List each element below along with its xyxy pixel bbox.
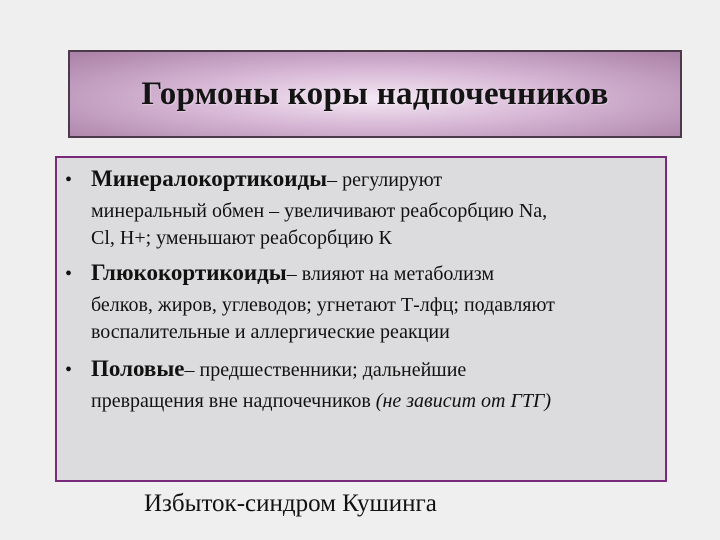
slide-title: Гормоны коры надпочечников [141,75,609,112]
description-line [65,388,661,415]
term-description: – предшественники; дальнейшие [184,359,467,381]
term-label: Половые [91,356,185,381]
term-description: – регулируют [327,169,443,191]
description-line: минеральный обмен – увеличивают реабсорбцию Na, [91,200,548,222]
term-description: – влияют на метаболизм [286,263,495,285]
list-item-glucocorticoids [65,260,661,346]
title-banner [68,50,682,138]
description-line: белков, жиров, углеводов; угнетают Т-лфц; подавляют [91,294,555,316]
description-line: воспалительные и аллергические реакции [91,321,450,343]
bullet-icon: • [65,263,73,285]
description-line: Cl, H+; уменьшают реабсорбцию К [91,227,392,249]
bullet-icon: • [65,359,73,381]
list-item-mineralocorticoids [65,166,661,252]
list-item-sex-hormones [65,356,661,415]
term-label: Глюкокортикоиды [91,260,287,285]
bullet-line [65,356,661,382]
description-text: превращения вне надпочечников [91,390,376,412]
content-panel [55,156,667,482]
bullet-line [65,166,661,192]
bullet-icon: • [65,169,73,191]
footer-note: Избыток-синдром Кушинга [144,490,437,517]
bullet-line [65,260,661,286]
italic-note: (не зависит от ГТГ) [375,390,552,412]
term-label: Минералокортикоиды [91,166,328,191]
